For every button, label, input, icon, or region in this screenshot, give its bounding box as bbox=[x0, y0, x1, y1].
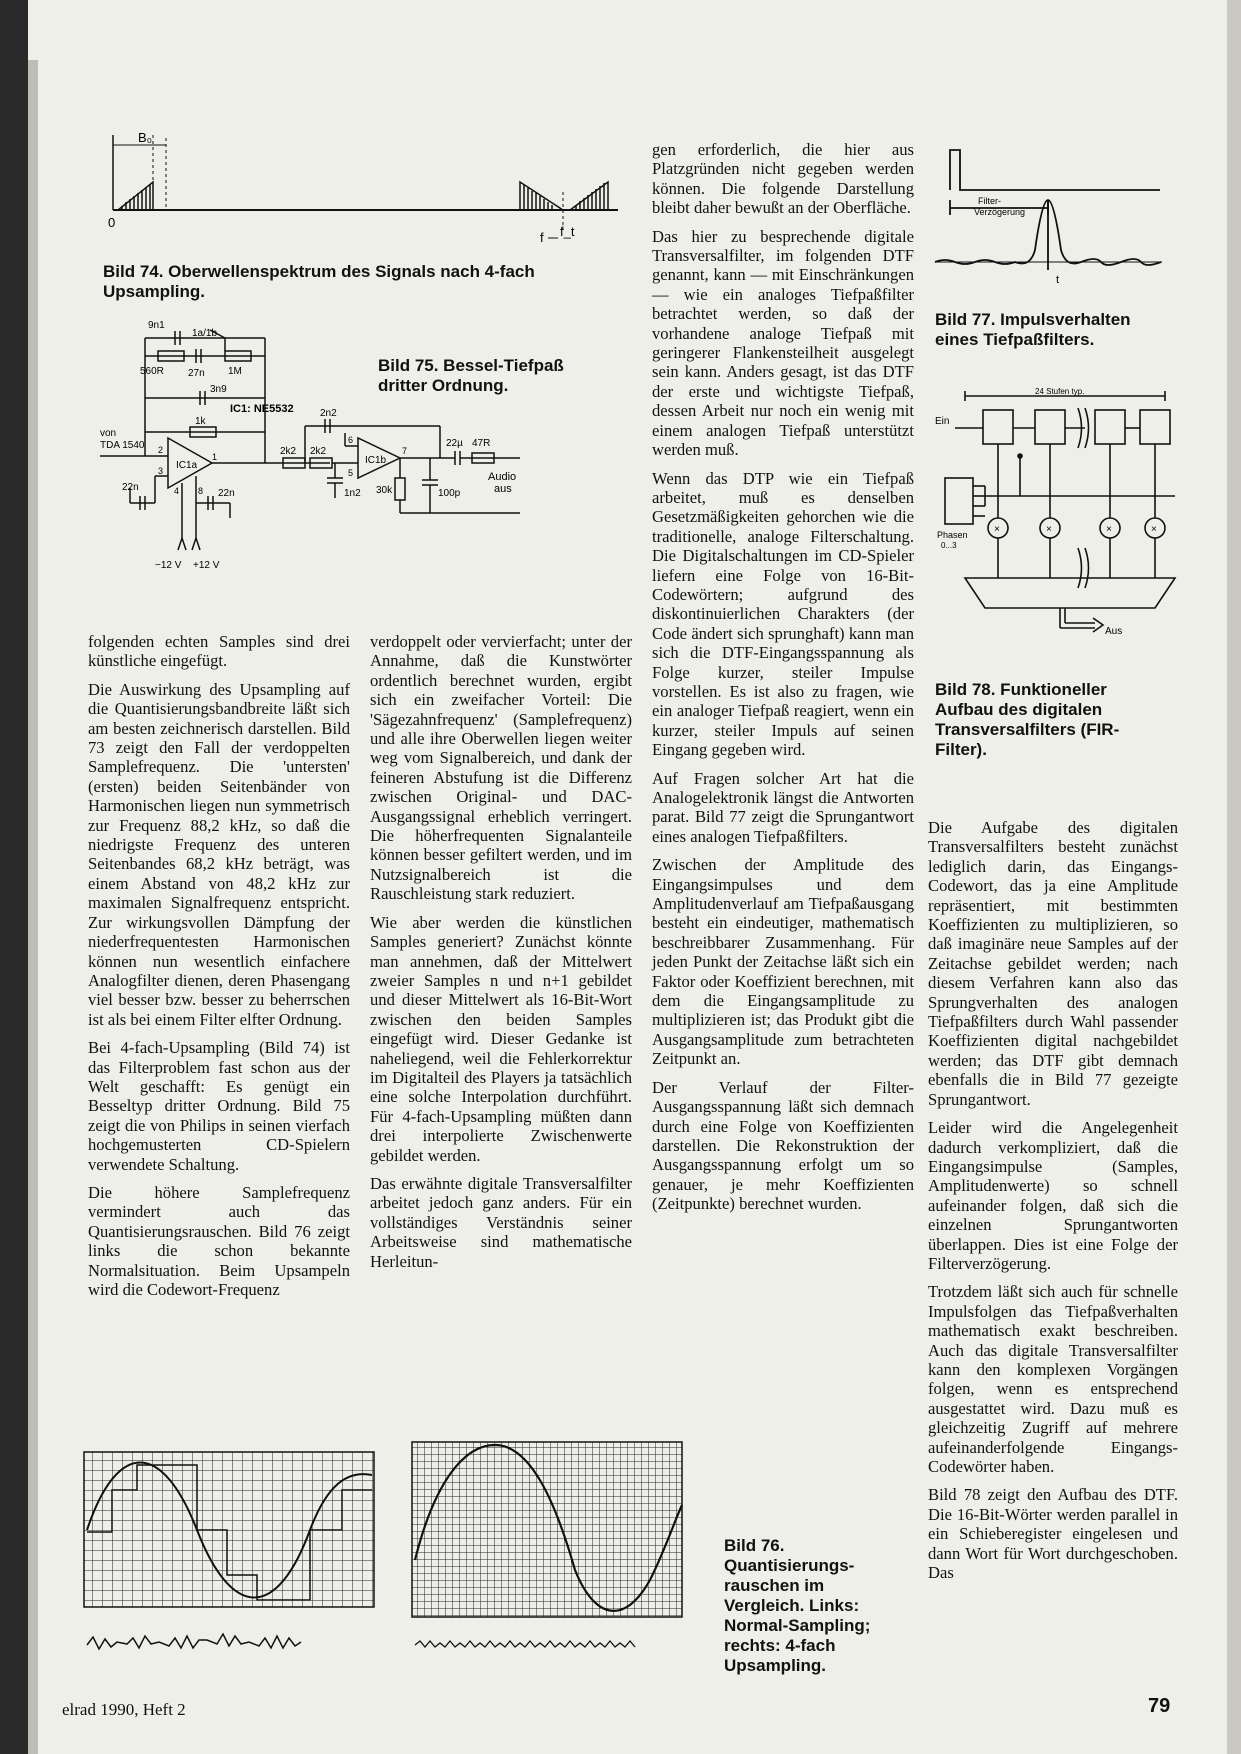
paragraph: Leider wird die Angelegenheit dadurch verkompliziert, daß die Eingangsimpulse (Samples, Amplitudenwerte) so schnell aufeinander folgen, daß sich die einzelnen Sprungantworten überlappen. Dies ist eine Folge der Filterverzögerung. bbox=[928, 1118, 1178, 1273]
multiplier-icon: × bbox=[1106, 524, 1112, 535]
label-r3: 1k bbox=[195, 416, 206, 427]
label-f: f bbox=[540, 230, 544, 245]
paragraph: Die höhere Samplefrequenz vermindert auch das Quantisierungsrauschen. Bild 76 zeigt links die schon bekannte Normalsituation. Beim Upsampeln wird die Codewort-Frequenz bbox=[88, 1182, 350, 1299]
text-column-2 bbox=[370, 632, 632, 1280]
label-phasen: Phasen bbox=[937, 530, 968, 540]
label-c3: 3n9 bbox=[210, 384, 227, 395]
caption-bild-74: Bild 74. Oberwellenspektrum des Signals nach 4-fach Upsampling. bbox=[103, 262, 535, 301]
label-r7: 30k bbox=[376, 485, 393, 496]
paragraph: Bild 78 zeigt den Aufbau des DTF. Die 16-Bit-Wörter werden parallel in ein Schieberegister eingelesen und dann Wort für Wort durchgeschoben. Das bbox=[928, 1485, 1178, 1583]
paragraph: gen erforderlich, die hier aus Platzgründen nicht gegeben werden können. Die folgende Darstellung bleibt daher bewußt an der Oberfläche. bbox=[652, 140, 914, 218]
label-out1: Audio bbox=[488, 471, 517, 483]
label-c7: 100p bbox=[438, 488, 461, 499]
caption-bild-77: Bild 77. Impulsverhalten eines Tiefpaßfilters. bbox=[935, 310, 1131, 349]
label-pin2: 2 bbox=[158, 445, 164, 455]
multiplier-icon: × bbox=[1046, 524, 1052, 535]
label-r5: 2k2 bbox=[310, 446, 327, 457]
paragraph: Das erwähnte digitale Transversalfilter arbeitet jedoch ganz anders. Für ein vollständiges Verständnis seiner Arbeitsweise sind mathematische Herleitun- bbox=[370, 1173, 632, 1271]
label-pin1: 1 bbox=[212, 452, 218, 462]
label-ic: IC1: NE5532 bbox=[230, 403, 294, 415]
caption-bild-76: Bild 76. Quantisierungs-rauschen im Vergleich. Links: Normal-Sampling; rechts: 4-fach Upsampling. bbox=[724, 1536, 871, 1675]
label-ein: Ein bbox=[935, 416, 950, 427]
paragraph: Der Verlauf der Filter-Ausgangsspannung läßt sich demnach durch eine Folge von Koeffizienten darstellen. Die Rekonstruktion der Ausgangsspannung erfolgt um so genauer, je mehr Koeffizienten (Zeitpunkte) berechnet wurden. bbox=[652, 1077, 914, 1214]
figure-76-left-normal-sampling bbox=[82, 1450, 382, 1660]
paragraph: verdoppelt oder vervierfacht; unter der Annahme, daß die Kunstwörter ordentlich berechnet wurden, ergibt sich ein zweifacher Vorteil: Die 'Sägezahnfrequenz' (Samplefrequenz) und alle ihre Oberwellen liegen weiter weg vom Signalbereich, und dank der feineren Abstufung ist die Differenz zwischen Original- und DAC-Ausgangssignal erheblich verringert. Die höherfrequenten Signalanteile können besser gefiltert werden, und im Nutzsignalbereich ist die Rauschleistung stark reduziert. bbox=[370, 632, 632, 904]
paragraph: Die Aufgabe des digitalen Transversalfilters besteht zunächst lediglich darin, das Eingangs-Codewort, das ja eine Amplitude repräsentiert, mit bestimmten Koeffizienten zu multiplizieren, so daß imaginäre neue Samples auf der Zeitachse gebildet werden; nach diesem Verfahren kann also das Sprungverhalten des analogen Tiefpaßfilters durch Wahl passender Koeffizienten digital nachgebildet werden; das DTF gibt demnach ebenfalls die in Bild 77 gezeigte Sprungantwort. bbox=[928, 818, 1178, 1109]
figure-78-fir-filter bbox=[935, 388, 1185, 658]
label-r1: 560R bbox=[140, 366, 164, 377]
label-vneg: −12 V bbox=[155, 560, 182, 571]
paragraph: Das hier zu besprechende digitale Transversalfilter, im folgenden DTF genannt, kann — mit Einschränkungen — wie ein analoges Tiefpaßfilter betrachtet werden, so daß der vorhandene analoge Tiefpaß mit geringerer Flankensteilheit ausgelegt sein kann. Anders gesagt, ist das DTF der erste und wichtigste Tiefpaß, dessen Arbeit nur noch ein wenig mit einem analogen Tiefpaß unterstützt werden muß. bbox=[652, 226, 914, 460]
label-pin3: 3 bbox=[158, 466, 164, 476]
label-from2: TDA 1540 bbox=[100, 440, 145, 451]
scan-edge-left bbox=[0, 0, 28, 1754]
scan-edge-left-shadow bbox=[28, 60, 38, 1754]
label-ic1a: IC1a bbox=[176, 460, 198, 471]
scan-edge-right bbox=[1227, 0, 1241, 1754]
label-ic1b: IC1b bbox=[365, 455, 387, 466]
text-column-4 bbox=[928, 818, 1178, 1591]
label-t: t bbox=[1056, 274, 1060, 286]
paragraph: Trotzdem läßt sich auch für schnelle Impulsfolgen das Tiefpaßverhalten mathematisch exakt beschreiben. Auch das digitale Transversalfilter kann den komplexen Vorgängen folgen, wenn es entsprechend ausgestattet wird. Dazu muß es gleichzeitig Zugriff auf mehrere aufeinanderfolgende Eingangs-Codewörter haben. bbox=[928, 1282, 1178, 1476]
label-pin5: 5 bbox=[348, 468, 354, 478]
label-r4: 2k2 bbox=[280, 446, 297, 457]
label-vpos: +12 V bbox=[193, 560, 220, 571]
paragraph: folgenden echten Samples sind drei künstliche eingefügt. bbox=[88, 632, 350, 671]
label-pin7: 7 bbox=[402, 446, 408, 456]
label-c8: 22n bbox=[122, 482, 139, 493]
label-out2: aus bbox=[494, 483, 512, 495]
label-pin4: 4 bbox=[174, 486, 180, 496]
figure-74-spectrum bbox=[108, 130, 643, 248]
paragraph: Wie aber werden die künstlichen Samples generiert? Zunächst könnte man annehmen, daß der Mittelwert zweier Samples n und n+1 gebildet und dieser Mittelwert als 16-Bit-Wort zwischen den beiden Samples eingefügt wird. Dieser Gedanke ist naheliegend, weil die Fehlerkorrektur im Digitalteil des Players ja tatsächlich eine solche Interpolation durchführt. Für 4-fach-Upsampling müßten dann drei interpolierte Zwischenwerte gebildet werden. bbox=[370, 912, 632, 1165]
label-c1: 9n1 bbox=[148, 320, 165, 331]
paragraph: Auf Fragen solcher Art hat die Analogelektronik längst die Antworten parat. Bild 77 zeigt die Sprungantwort eines analogen Tiefpaßfilters. bbox=[652, 768, 914, 846]
label-phasen-range: 0...3 bbox=[941, 541, 957, 550]
label-switch: 1a/1b bbox=[192, 328, 218, 339]
label-from1: von bbox=[100, 428, 117, 439]
label-delay: Verzögerung bbox=[974, 207, 1026, 217]
footer-magazine-issue: elrad 1990, Heft 2 bbox=[62, 1700, 186, 1719]
paragraph: Bei 4-fach-Upsampling (Bild 74) ist das Filterproblem fast schon aus der Welt geschafft: Es genügt ein Besseltyp dritter Ordnung. Bild 75 zeigt die von Philips in seinen vierfach hochgemusterten CD-Spielern verwendete Schaltung. bbox=[88, 1038, 350, 1174]
label-b0: B₀ bbox=[138, 130, 153, 145]
label-zero: 0 bbox=[108, 215, 116, 230]
figure-77-impulse-response bbox=[930, 140, 1170, 290]
paragraph: Zwischen der Amplitude des Eingangsimpulses und dem Amplitudenverlauf am Tiefpaßausgang besteht ein eindeutiger, mathematisch beschreibbarer Zusammenhang. Für jeden Punkt der Zeitachse läßt sich ein Faktor oder Koeffizient berechnen, mit dem die Eingangsamplitude zu multiplizieren ist; das Produkt gibt die Ausgangsamplitude zum betrachteten Zeitpunkt an. bbox=[652, 855, 914, 1069]
label-c2: 27n bbox=[188, 368, 205, 379]
label-filter: Filter- bbox=[978, 196, 1001, 206]
label-r6: 47R bbox=[472, 438, 491, 449]
label-r2: 1M bbox=[228, 366, 242, 377]
label-pin8: 8 bbox=[198, 486, 204, 496]
label-stages: 24 Stufen typ. bbox=[1035, 388, 1085, 396]
caption-bild-78: Bild 78. Funktioneller Aufbau des digitalen Transversalfilters (FIR-Filter). bbox=[935, 680, 1120, 759]
label-c5: 1n2 bbox=[344, 488, 361, 499]
label-pin6: 6 bbox=[348, 435, 354, 445]
text-column-1 bbox=[88, 632, 350, 1308]
multiplier-icon: × bbox=[1151, 524, 1157, 535]
label-aus: Aus bbox=[1105, 626, 1123, 637]
caption-bild-75: Bild 75. Bessel-Tiefpaß dritter Ordnung. bbox=[378, 356, 564, 395]
label-ft: f_t bbox=[560, 224, 575, 239]
figure-76-right-4x-upsampling bbox=[410, 1440, 690, 1660]
label-c6: 22µ bbox=[446, 438, 463, 449]
label-c4: 2n2 bbox=[320, 408, 337, 419]
multiplier-icon: × bbox=[994, 524, 1000, 535]
label-c9: 22n bbox=[218, 488, 235, 499]
paragraph: Die Auswirkung des Upsampling auf die Quantisierungsbandbreite läßt sich am besten zeichnerisch darstellen. Bild 73 zeigt den Fall der verdoppelten Samplefrequenz. Die 'untersten' (ersten) beiden Seitenbänder von Harmonischen liegen nun symmetrisch zur Frequenz 88,2 kHz, so daß die niedrigste Frequenz des unteren Seitenbandes 68,2 kHz beträgt, was einem Abstand von 48,2 kHz zur maximalen Signalfrequenz entspricht. Zur wirkungsvollen Dämpfung der niederfrequentesten Harmonischen können nun wesentlich einfachere Analogfilter dienen, deren Phasengang viel besser bzw. besser zu beherrschen ist als bei einem Filter elfter Ordnung. bbox=[88, 679, 350, 1029]
text-column-3 bbox=[652, 140, 914, 1223]
page-number: 79 bbox=[1148, 1695, 1171, 1717]
paragraph: Wenn das DTP wie ein Tiefpaß arbeitet, muß es denselben Gesetzmäßigkeiten gehorchen wie die traditionelle, analoge Filterschaltung. Die Digitalschaltungen im CD-Spieler liefern eine Folge von 16-Bit-Codewörtern; aufgrund des diskontinuierlichen Charakters (der Code ändert sich sprunghaft) kann man sich die DTF-Eingangsspannung als Folge kurzer, steiler Impulse vorstellen. Es ist also zu fragen, wie ein analoger Tiefpaß reagiert, wenn ein kurzer, steiler Impuls auf seinen Eingang gegeben wird. bbox=[652, 468, 914, 760]
